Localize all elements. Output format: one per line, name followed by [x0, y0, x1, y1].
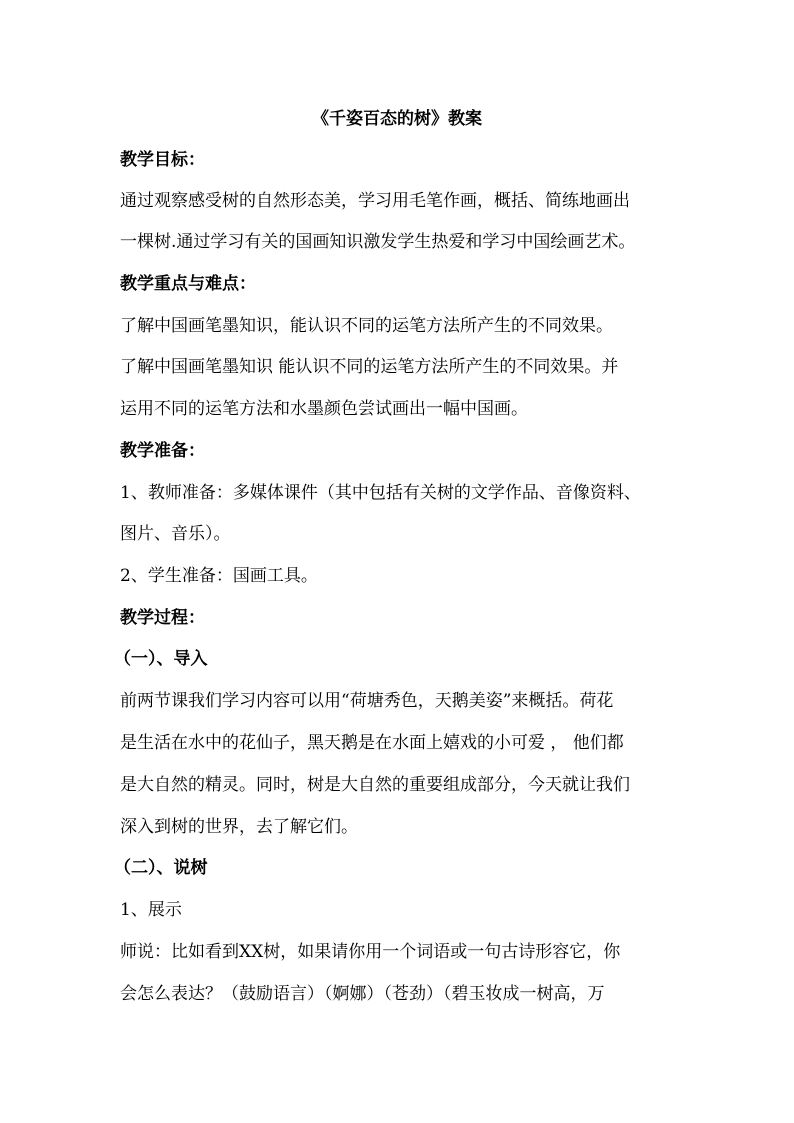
process-part2-line-1: 1、展示 [120, 900, 182, 920]
preparation-line-2: 图片、音乐）。 [120, 524, 231, 544]
key-points-heading: 教学重点与难点： [120, 274, 256, 294]
process-heading: 教学过程： [120, 608, 205, 628]
process-part1-line-3: 是大自然的精灵。同时，树是大自然的重要组成部分，今天就让我们 [120, 775, 630, 795]
process-part1-line-1: 前两节课我们学习内容可以用“荷塘秀色，天鹅美姿”来概括。荷花 [120, 691, 614, 711]
goals-line-1: 通过观察感受树的自然形态美，学习用毛笔作画，概括、简练地画出 [120, 191, 630, 211]
process-part1-line-4: 深入到树的世界，去了解它们。 [120, 817, 358, 837]
document-title: 《千姿百态的树》教案 [312, 109, 482, 129]
process-part1-heading: （一）、导入 [114, 649, 208, 669]
preparation-line-3: 2、学生准备：国画工具。 [120, 566, 318, 586]
key-points-line-2: 了解中国画笔墨知识 能认识不同的运笔方法所产生的不同效果。并 [120, 357, 619, 377]
process-part1-line-2: 是生活在水中的花仙子，黑天鹅是在水面上嬉戏的小可爱 ， 他们都 [120, 733, 624, 753]
process-part2-heading: （二）、说树 [114, 858, 208, 878]
key-points-line-1: 了解中国画笔墨知识，能认识不同的运笔方法所产生的不同效果。 [120, 316, 613, 336]
process-part2-line-3: 会怎么表达？（鼓励语言）（婀娜）（苍劲）（碧玉妆成一树高，万 [120, 984, 605, 1004]
process-part2-line-2: 师说：比如看到XX树，如果请你用一个词语或一句古诗形容它，你 [120, 942, 621, 962]
preparation-line-1: 1、教师准备：多媒体课件（其中包括有关树的文学作品、音像资料、 [120, 483, 641, 503]
key-points-line-3: 运用不同的运笔方法和水墨颜色尝试画出一幅中国画。 [120, 399, 528, 419]
goals-line-2: 一棵树.通过学习有关的国画知识激发学生热爱和学习中国绘画艺术。 [120, 232, 636, 252]
preparation-heading: 教学准备： [120, 441, 205, 461]
goals-heading: 教学目标： [120, 150, 205, 170]
